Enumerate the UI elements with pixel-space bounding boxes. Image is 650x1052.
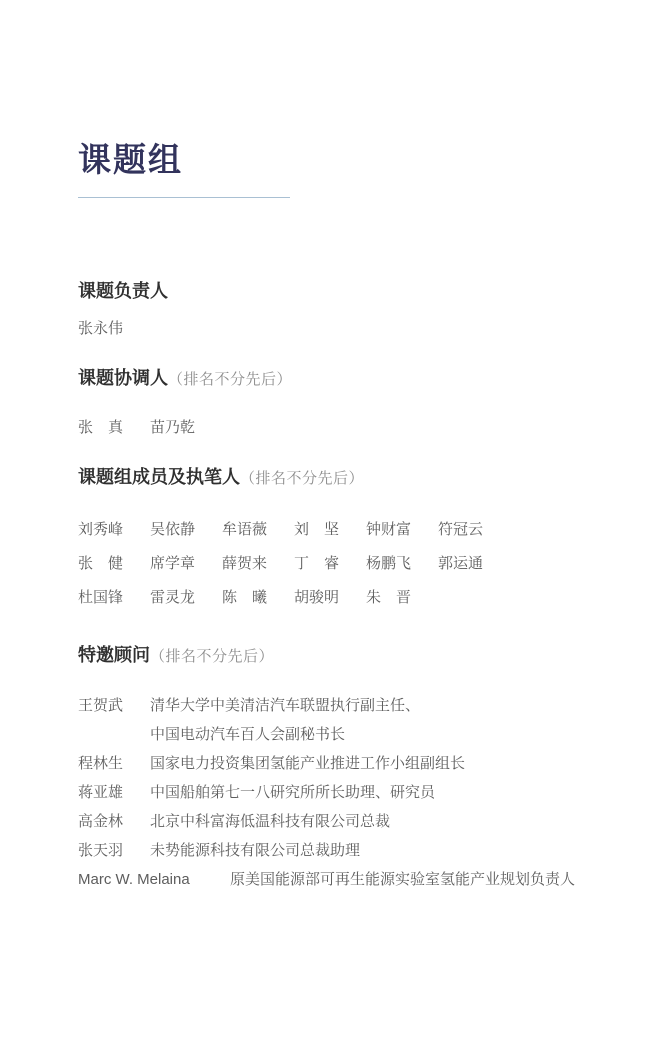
advisor-row	[78, 778, 620, 807]
person-name: 陈 曦	[222, 589, 268, 606]
section-heading-advisors	[78, 645, 620, 667]
heading-text: 课题协调人	[78, 368, 168, 388]
person-name: 苗乃乾	[150, 419, 196, 436]
section-coordinator	[78, 368, 620, 445]
advisor-name: 张天羽	[78, 842, 124, 859]
advisor-list	[78, 691, 620, 894]
members-row	[78, 581, 620, 615]
advisor-row	[78, 691, 620, 749]
heading-text: 课题组成员及执笔人	[78, 467, 240, 487]
advisor-name: 王贺武	[78, 697, 124, 714]
advisor-name: 高金林	[78, 813, 124, 830]
person-name: 钟财富	[366, 521, 412, 538]
person-name: 张 真	[78, 419, 124, 436]
advisor-name: Marc W. Melaina	[78, 871, 190, 888]
page-title: 课题组	[78, 141, 183, 178]
section-advisors	[78, 645, 620, 894]
advisor-description: 国家电力投资集团氢能产业推进工作小组副组长	[150, 755, 466, 772]
heading-text: 课题负责人	[78, 281, 168, 301]
advisor-row	[78, 836, 620, 865]
heading-note: （排名不分先后）	[240, 470, 365, 487]
advisor-description: 未势能源科技有限公司总裁助理	[150, 842, 361, 859]
person-name: 杨鹏飞	[366, 555, 412, 572]
members-row	[78, 513, 620, 547]
advisor-description: 北京中科富海低温科技有限公司总裁	[150, 813, 391, 830]
section-leader	[78, 281, 620, 339]
advisor-row	[78, 749, 620, 778]
person-name: 符冠云	[438, 521, 484, 538]
coordinator-names-row	[78, 411, 620, 445]
advisor-description: 原美国能源部可再生能源实验室氢能产业规划负责人	[230, 871, 576, 888]
section-heading-coordinator	[78, 368, 620, 390]
section-members	[78, 467, 620, 615]
advisor-description: 中国船舶第七一八研究所所长助理、研究员	[150, 784, 436, 801]
person-name: 雷灵龙	[150, 589, 196, 606]
heading-note: （排名不分先后）	[168, 371, 293, 388]
advisor-name: 蒋亚雄	[78, 784, 124, 801]
leader-name: 张永伟	[78, 320, 124, 337]
person-name: 薛贺来	[222, 555, 268, 572]
person-name: 张 健	[78, 555, 124, 572]
person-name: 刘 坚	[294, 521, 340, 538]
person-name: 郭运通	[438, 555, 484, 572]
person-name: 吴依静	[150, 521, 196, 538]
person-name: 席学章	[150, 555, 196, 572]
advisor-row	[78, 807, 620, 836]
title-underline	[78, 197, 290, 198]
person-name: 杜国锋	[78, 589, 124, 606]
person-name: 牟语薇	[222, 521, 268, 538]
advisor-row	[78, 865, 620, 894]
heading-text: 特邀顾问	[78, 645, 150, 665]
members-row	[78, 547, 620, 581]
person-name: 丁 睿	[294, 555, 340, 572]
section-heading-members	[78, 467, 620, 489]
advisor-name: 程林生	[78, 755, 124, 772]
advisor-description-line: 清华大学中美清洁汽车联盟执行副主任、	[150, 697, 421, 714]
advisor-description-line: 中国电动汽车百人会副秘书长	[150, 726, 346, 743]
person-name: 刘秀峰	[78, 521, 124, 538]
advisor-description	[150, 691, 420, 749]
person-name: 胡骏明	[294, 589, 340, 606]
heading-note: （排名不分先后）	[150, 648, 275, 665]
section-heading-leader	[78, 281, 620, 302]
person-name: 朱 晋	[366, 589, 412, 606]
